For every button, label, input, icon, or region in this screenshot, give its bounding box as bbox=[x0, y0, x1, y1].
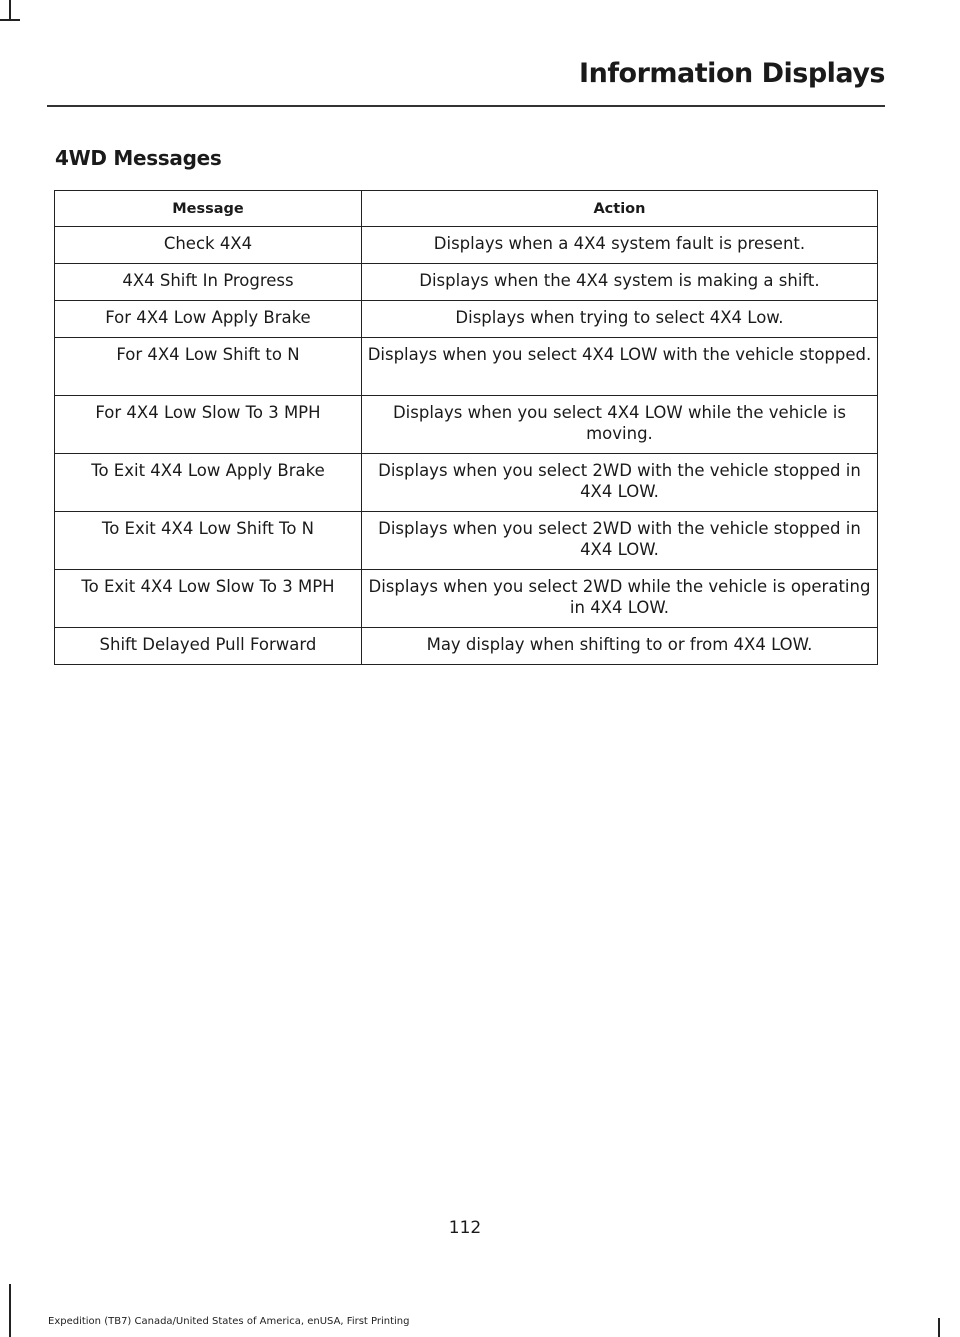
action-cell: Displays when you select 2WD with the vehicle stopped in 4X4 LOW. bbox=[361, 454, 877, 512]
action-cell: Displays when you select 2WD with the vehicle stopped in 4X4 LOW. bbox=[361, 512, 877, 570]
column-header-action: Action bbox=[361, 191, 877, 227]
table-row bbox=[55, 301, 878, 338]
action-cell: Displays when you select 4X4 LOW while the vehicle is moving. bbox=[361, 396, 877, 454]
message-cell: For 4X4 Low Slow To 3 MPH bbox=[55, 396, 362, 454]
table-row bbox=[55, 512, 878, 570]
message-cell: For 4X4 Low Shift to N bbox=[55, 338, 362, 396]
message-cell: To Exit 4X4 Low Apply Brake bbox=[55, 454, 362, 512]
page-header-title: Information Displays bbox=[579, 58, 885, 89]
section-title: 4WD Messages bbox=[55, 146, 222, 170]
message-cell: Shift Delayed Pull Forward bbox=[55, 628, 362, 665]
crop-mark bbox=[938, 1318, 940, 1337]
crop-mark bbox=[0, 19, 20, 21]
footer-text: Expedition (TB7) Canada/United States of America, enUSA, First Printing bbox=[48, 1316, 410, 1327]
messages-table bbox=[54, 190, 878, 665]
table-row bbox=[55, 338, 878, 396]
table-header-row bbox=[55, 191, 878, 227]
action-cell: Displays when trying to select 4X4 Low. bbox=[361, 301, 877, 338]
message-cell: Check 4X4 bbox=[55, 227, 362, 264]
table-row bbox=[55, 227, 878, 264]
table-row bbox=[55, 570, 878, 628]
page-number: 112 bbox=[448, 1218, 482, 1238]
crop-mark bbox=[9, 1284, 11, 1337]
table-row bbox=[55, 454, 878, 512]
action-cell: Displays when the 4X4 system is making a shift. bbox=[361, 264, 877, 301]
table-row bbox=[55, 628, 878, 665]
column-header-message: Message bbox=[55, 191, 362, 227]
action-cell: Displays when you select 4X4 LOW with the vehicle stopped. bbox=[361, 338, 877, 396]
message-cell: 4X4 Shift In Progress bbox=[55, 264, 362, 301]
action-cell: Displays when a 4X4 system fault is present. bbox=[361, 227, 877, 264]
message-cell: To Exit 4X4 Low Slow To 3 MPH bbox=[55, 570, 362, 628]
table-row bbox=[55, 264, 878, 301]
header-divider bbox=[47, 105, 885, 107]
message-cell: To Exit 4X4 Low Shift To N bbox=[55, 512, 362, 570]
crop-mark bbox=[9, 0, 11, 20]
action-cell: May display when shifting to or from 4X4 LOW. bbox=[361, 628, 877, 665]
action-cell: Displays when you select 2WD while the vehicle is operating in 4X4 LOW. bbox=[361, 570, 877, 628]
table-row bbox=[55, 396, 878, 454]
message-cell: For 4X4 Low Apply Brake bbox=[55, 301, 362, 338]
